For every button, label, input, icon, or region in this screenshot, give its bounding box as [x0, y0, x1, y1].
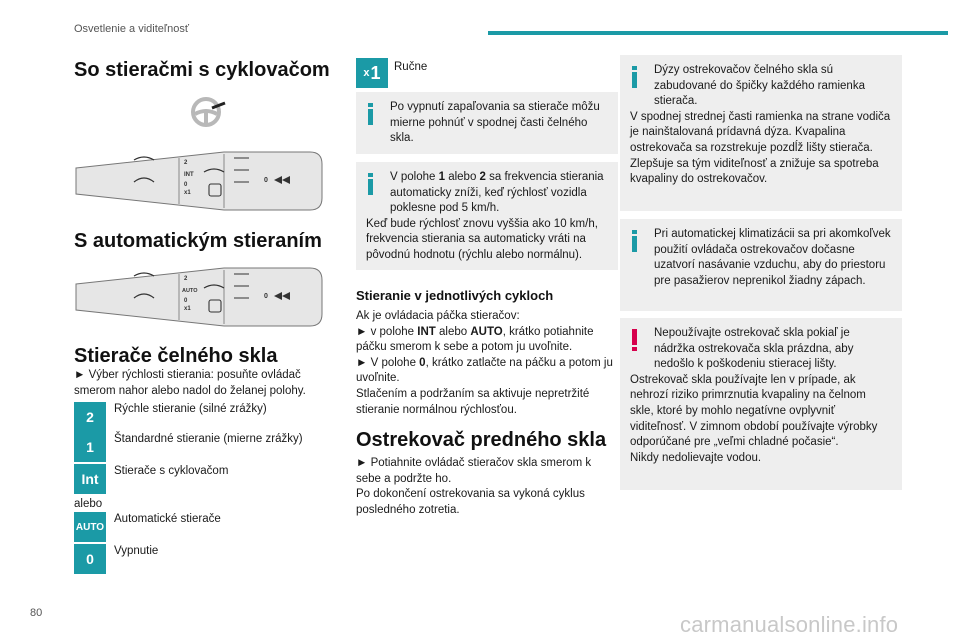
info-icon [632, 230, 637, 252]
alebo-text: alebo [74, 498, 103, 510]
info-icon [368, 103, 373, 125]
steering-wheel-icon [190, 94, 226, 130]
info-note-ignition: Po vypnutí zapaľovania sa stierače môžu mierne pohnúť v spodnej časti čelného skla. [356, 92, 618, 154]
heading-front-wipers: Stierače čelného skla [74, 345, 278, 367]
warning-icon [632, 329, 637, 351]
mode-badge-2: 2 [74, 402, 106, 432]
heading-auto-wipers: S automatickým stieraním [74, 230, 322, 252]
header-accent-bar [488, 31, 948, 35]
mode-label-2: Rýchle stieranie (silné zrážky) [114, 403, 267, 415]
mode-row-int [74, 464, 324, 496]
stalk2-x1: x1 [184, 306, 191, 312]
stalk2-auto: AUTO [182, 288, 198, 294]
stalk1-int: INT [184, 172, 194, 178]
mode-badge-int: Int [74, 464, 106, 494]
mode-badge-1: 1 [74, 432, 106, 462]
stalk1-pos2: 2 [184, 160, 188, 166]
mode-label-0: Vypnutie [114, 545, 159, 557]
stalk1-zero: 0 [264, 177, 268, 184]
mode-label-1: Štandardné stieranie (mierne zrážky) [114, 433, 303, 445]
info-note-nozzles: Dýzy ostrekovačov čelného skla sú zabudované do špičky každého ramienka stierača. V spodnej strednej časti ramienka na strane vodiča je nainštalovaná prídavná dýza. Kvapalina ostrekovača sa rozstrekuje pozdĺž lišty stierača. Zlepšuje sa tým viditeľnosť a znižuje sa spotreba kvapaliny do ostrekovačov. [620, 55, 902, 211]
mode-row-auto [74, 512, 324, 544]
wiper-stalk-diagram-auto [74, 262, 324, 330]
heading-single-wipe: Stieranie v jednotlivých cykloch [356, 288, 554, 303]
wiper-stalk-diagram-int [74, 146, 324, 214]
mode-badge-auto: AUTO [74, 512, 106, 542]
manual-label: Ručne [394, 61, 428, 73]
heading-washer: Ostrekovač predného skla [356, 429, 607, 451]
heading-cyclic-wipers: So stieračmi s cyklovačom [74, 59, 330, 81]
speed-selection-text: ► Výber rýchlosti stierania: posuňte ovládač smerom nahor alebo nadol do želanej polohy. [74, 369, 306, 397]
info-icon [632, 66, 637, 88]
stalk1-x1: x1 [184, 190, 191, 196]
mode-badge-0: 0 [74, 544, 106, 574]
info-note-speed: V polohe 1 alebo 2 sa frekvencia stierania automaticky zníži, keď rýchlosť vozidla poklesne pod 5 km/h. Keď bude rýchlosť znovu vyššia ako 10 km/h, frekvencia stierania sa automaticky vráti na pôvodnú hodnotu (rýchlu alebo normálnu). [356, 162, 618, 270]
x1-badge: x 1 [356, 58, 388, 88]
page-number: 80 [30, 607, 43, 619]
stalk2-pos0: 0 [184, 298, 188, 304]
stalk2-zero: 0 [264, 293, 268, 300]
info-icon [368, 173, 373, 195]
stalk2-pos2: 2 [184, 276, 188, 282]
washer-text: ► Potiahnite ovládač stieračov skla smerom k sebe a podržte ho. Po dokončení ostrekovania sa vykoná cyklus posledného zotretia. [356, 457, 592, 516]
mode-row-2 [74, 402, 324, 434]
mode-row-0 [74, 544, 324, 576]
mode-label-auto: Automatické stierače [114, 513, 221, 525]
running-header: Osvetlenie a viditeľnosť [74, 23, 189, 35]
stalk1-pos0: 0 [184, 182, 188, 188]
mode-label-int: Stierače s cyklovačom [114, 465, 229, 477]
watermark: carmanualsonline.info [680, 612, 899, 637]
mode-row-1 [74, 432, 324, 464]
warning-note-washer: Nepoužívajte ostrekovač skla pokiaľ je nádržka ostrekovača skla prázdna, aby nedošlo k poškodeniu stieracej lišty. Ostrekovač skla používajte len v prípade, ak nehrozí riziko primrznutia kvapaliny na čelnom skle, ktoré by mohlo negatívne ovplyvniť viditeľnosť. V zimnom období používajte výrobky odporúčané pre „veľmi chladné počasie“. Nikdy nedolievajte vodou. [620, 318, 902, 490]
single-wipe-text: Ak je ovládacia páčka stieračov: ► v polohe INT alebo AUTO, krátko potiahnite páčku smerom k sebe a potom ju uvoľnite. ► V polohe 0, krátko zatlačte na páčku a potom ju uvoľnite. Stlačením a podržaním sa aktivuje nepretržité stieranie normálnou rýchlosťou. [356, 310, 613, 416]
info-note-climate: Pri automatickej klimatizácii sa pri akomkoľvek použití ovládača ostrekovačov dočasne uzatvorí nasávanie vzduchu, aby do priestoru pre pasažierov neprenikol žiadny zápach. [620, 219, 902, 311]
